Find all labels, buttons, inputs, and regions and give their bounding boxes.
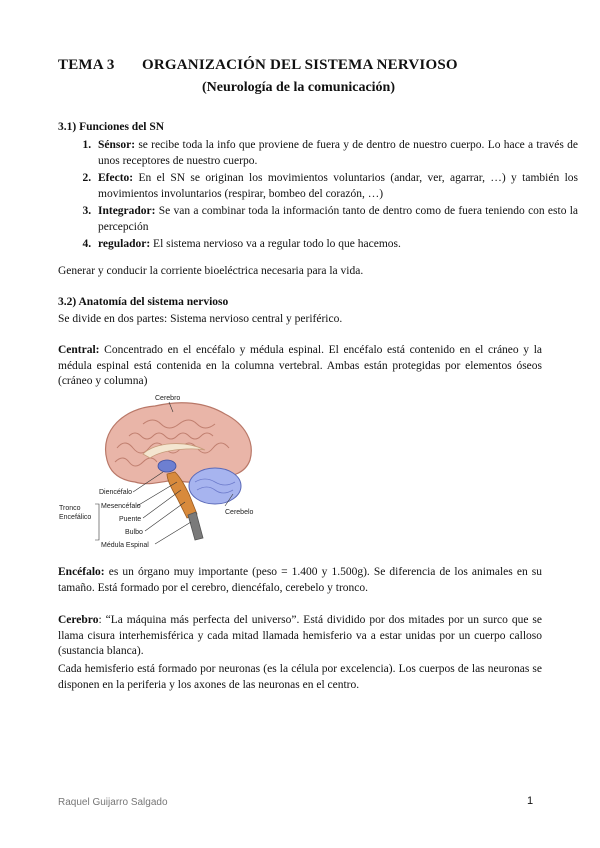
encefalo-term: Encéfalo:	[58, 566, 105, 578]
functions-list	[58, 138, 578, 255]
cerebellum-shape	[189, 468, 241, 504]
page-number: 1	[527, 795, 534, 807]
item-text: En el SN se originan los movimientos voluntarios (andar, ver, agarrar, …) y también los movimientos involuntarios (respirar, bombeo del corazón, …)	[98, 172, 578, 200]
item-term: Efecto:	[98, 172, 134, 184]
footer-author: Raquel Guijarro Salgado	[58, 797, 168, 808]
section-1-heading: 3.1) Funciones del SN	[58, 121, 165, 133]
encefalo-paragraph	[58, 565, 542, 596]
central-paragraph	[58, 343, 542, 390]
central-term: Central:	[58, 344, 100, 356]
section-1-closing: Generar y conducir la corriente bioeléctrica necesaria para la vida.	[58, 265, 364, 277]
label-cerebelo: Cerebelo	[225, 509, 254, 516]
label-mesencefalo: Mesencéfalo	[101, 503, 141, 510]
page-title	[58, 57, 458, 74]
item-text: se recibe toda la info que proviene de fuera y de dentro de nuestro cuerpo. Lo hace a través de unos receptores de nuestro cuerpo.	[98, 139, 578, 167]
central-text: Concentrado en el encéfalo y médula espinal. El encéfalo está contenido en el cráneo y la médula espinal está contenida en la columna vertebral. Ambas están protegidas por elementos óseos (cráneo y columna)	[58, 344, 542, 387]
item-term: Integrador:	[98, 205, 156, 217]
list-item	[94, 138, 578, 169]
cerebro-term: Cerebro	[58, 614, 99, 626]
label-encefalico: Encefálico	[59, 514, 92, 521]
item-text: El sistema nervioso va a regular todo lo que hacemos.	[150, 238, 401, 250]
cerebro-text: : “La máquina más perfecta del universo”. Está dividido por dos mitades por un surco que se llama cisura interhemisférica y cada mitad llamada hemisferio va a estar unidas por un cuerpo calloso (sustancia blanca).	[58, 614, 542, 657]
label-puente: Puente	[119, 516, 142, 523]
list-item	[94, 171, 578, 202]
cerebro-paragraph	[58, 613, 542, 660]
label-medula: Médula Espinal	[101, 542, 149, 549]
diencephalon-shape	[158, 460, 176, 472]
label-bulbo: Bulbo	[125, 529, 143, 536]
item-text: Se van a combinar toda la información tanto de dentro como de fuera teniendo con esto la percepción	[98, 205, 578, 233]
list-item	[94, 204, 578, 235]
label-diencefalo: Diencéfalo	[99, 489, 133, 496]
list-item	[94, 237, 578, 253]
item-term: Sénsor:	[98, 139, 136, 151]
page-subtitle: (Neurología de la comunicación)	[202, 80, 396, 95]
brain-diagram	[55, 390, 315, 555]
section-2-intro: Se divide en dos partes: Sistema nervioso central y periférico.	[58, 313, 343, 325]
encefalo-text: es un órgano muy importante (peso = 1.400 y 1.500g). Se diferencia de los animales en su tamaño. Está formado por el cerebro, diencéfalo, cerebelo y tronco.	[58, 566, 542, 594]
label-tronco: Tronco	[59, 505, 81, 512]
tema-title: ORGANIZACIÓN DEL SISTEMA NERVIOSO	[142, 57, 458, 73]
cerebro-paragraph-2: Cada hemisferio está formado por neuronas (es la célula por excelencia). Los cuerpos de las neuronas se disponen en la periferia y los axones de las neuronas en el centro.	[58, 663, 542, 691]
item-term: regulador:	[98, 238, 151, 250]
tema-number: TEMA 3	[58, 57, 115, 73]
brain-illustration	[55, 390, 315, 555]
label-cerebro: Cerebro	[155, 395, 181, 402]
section-2-heading: 3.2) Anatomía del sistema nervioso	[58, 296, 229, 308]
spinal-cord-shape	[188, 512, 203, 540]
